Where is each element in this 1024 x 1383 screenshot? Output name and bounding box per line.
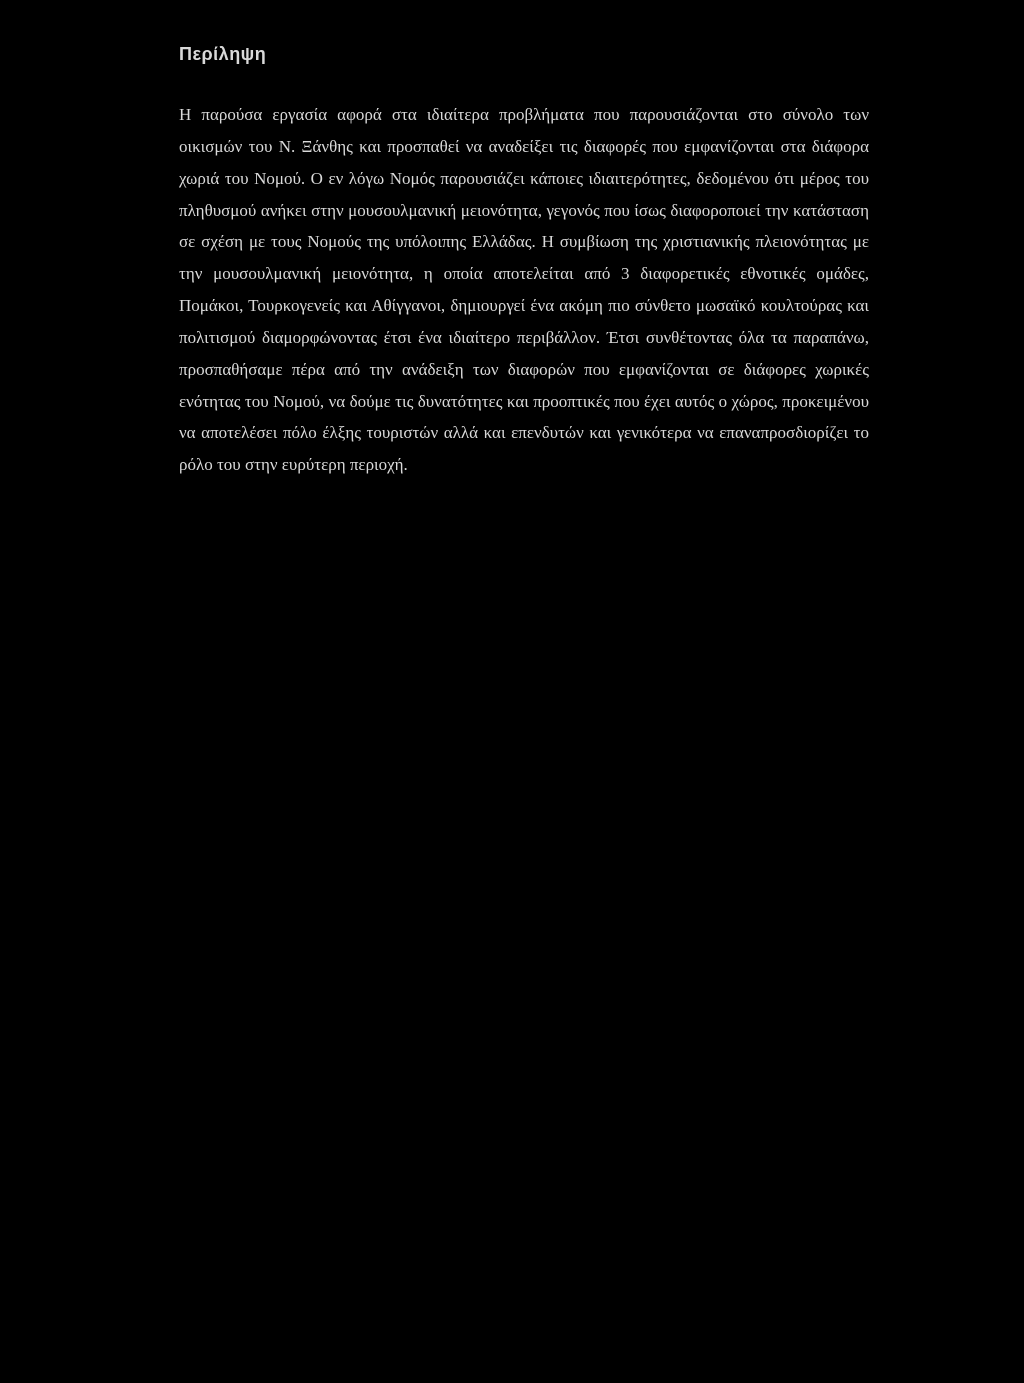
abstract-heading: Περίληψη <box>179 44 267 64</box>
abstract-paragraph: Η παρούσα εργασία αφορά στα ιδιαίτερα προβλήματα που παρουσιάζονται στο σύνολο των οικισμών του Ν. Ξάνθης και προσπαθεί να αναδείξει τις διαφορές που εμφανίζονται στα διάφορα χωριά του Νομού. Ο εν λόγω Νομός παρουσιάζει κάποιες ιδιαιτερότητες, δεδομένου ότι μέρος του πληθυσμού ανήκει στην μουσουλμανική μειονότητα, γεγονός που ίσως διαφοροποιεί την κατάσταση σε σχέση με τους Νομούς της υπόλοιπης Ελλάδας. Η συμβίωση της χριστιανικής πλειονότητας με την μουσουλμανική μειονότητα, η οποία αποτελείται από 3 διαφορετικές εθνοτικές ομάδες, Πομάκοι, Τουρκογενείς και Αθίγγανοι, δημιουργεί ένα ακόμη πιο σύνθετο μωσαϊκό κουλτούρας και πολιτισμού διαμορφώνοντας έτσι ένα ιδιαίτερο περιβάλλον. Έτσι συνθέτοντας όλα τα παραπάνω, προσπαθήσαμε πέρα από την ανάδειξη των διαφορών που εμφανίζονται σε διάφορες χωρικές ενότητας του Νομού, να δούμε τις δυνατότητες και προοπτικές που έχει αυτός ο χώρος, προκειμένου να αποτελέσει πόλο έλξης τουριστών αλλά και επενδυτών και γενικότερα να επαναπροσδιορίζει το ρόλο του στην ευρύτερη περιοχή. <box>179 105 869 475</box>
